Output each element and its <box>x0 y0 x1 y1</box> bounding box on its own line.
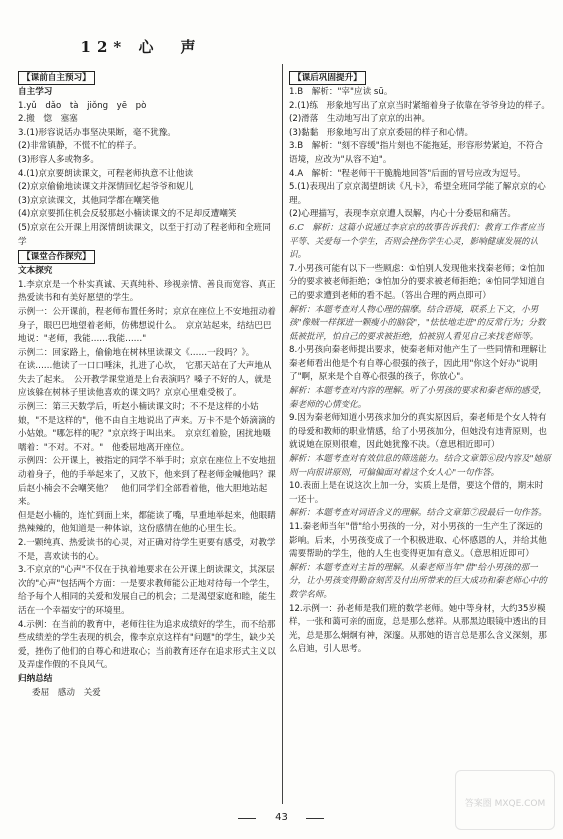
paragraph: 2.一颗纯真、热爱读书的心灵，对正确对待学生更要有感受，对教学不是，喜欢读书的心。 <box>18 538 276 562</box>
section-header-consolidation: 【课后巩固提升】 <box>289 71 366 85</box>
answer-line: 12.示例一：孙老师是我们班的数学老师。她中等身材，大约35岁模样，一张和蔼可亲的面庞，总是那么慈祥。从那黑边眼镜中透出的目光，总是那么炯炯有神，深邃。从那她的语言总是那么含义深刻，那么启迪，引人思考。 <box>289 603 547 655</box>
paragraph: 但是赵小楠的，连忙到面上来，都能读了嘴，早重地举起来，他眼睛热辣辣的，他知道是一种体谅，这份感情在他的心里生长。 <box>18 510 276 535</box>
analysis-note: 6.C 解析：这篇小说通过李京京的故事告诉我们：教育工作者应当平等、关爱每一个学生，否则会挫伤学生心灵，影响健康发展的认识。 <box>289 222 545 261</box>
paragraph: 4.示例：在当前的教育中，老师往往为追求成绩好的学生，而不给那些成绩差的学生表现的机会，像李京京这样有"问题"的学生，缺少关爱，挫伤了他们的自尊心和进取心；当前教育还存在追求形式主义以及弄虚作假的不良风气。 <box>18 619 276 671</box>
answer-line: 4.A 解析："程老师干干脆脆地回答"后面的冒号应改为逗号。 <box>289 168 526 179</box>
answer-line: (2)非常镇静，不慌不忙的样子。 <box>18 141 142 152</box>
answer-line: 8.小男孩向秦老师提出要求，使秦老师对他产生了一些同情和理解让秦老师看出他是个有自尊心很强的孩子，因此用"你这个好办"说明了"啊，原来是个自尊心很强的孩子，你放心"。 <box>289 345 547 383</box>
subheading-text-inquiry: 文本探究 <box>18 266 53 277</box>
answer-line: (2)心理描写，表现李京京遭人误解，内心十分委屈和痛苦。 <box>289 209 517 220</box>
page-title: 12* 心 声 <box>80 38 202 56</box>
answer-line: (4)京京要抓住机会反驳那赵小楠读课文的不足却反遭嘲笑 <box>18 209 237 220</box>
analysis-note: 解析：本题考查对内容的理解。听了小男孩的要求和秦老师的感受，秦老师的心情变化。 <box>289 386 547 410</box>
paragraph: 示例四：公开课上，被指定的同学不举手时；京京在座位上不安地扭动着身子，他的手举起来了，又放下，他来到了程老师金喊他吗？课后赵小楠会不会嘲笑他？ 他们同学们全部看着他，他大胆地站起来。 <box>18 456 276 508</box>
answer-line: 7.小男孩可能有以下一些顾虑：①怕别人发现他来找秦老师；②怕加分的要求被老师拒绝；③怕加分的要求被老师拒绝；④怕同学知道自己的要求遭到老师的看不起。（答出合理的两点即可） <box>289 263 546 301</box>
subheading-self-study: 自主学习 <box>18 87 53 97</box>
answer-line: 4.(1)京京要朗读课文，可程老师执意不让他读 <box>18 168 194 179</box>
summary-words: 委屈 感动 关爱 <box>32 687 101 698</box>
paragraph: 示例二：回家路上，偷偷地在树林里读课文《……一段吗？》。 <box>18 347 255 358</box>
paragraph: 示例三：第三天数学后，听赵小楠读课文时；不不是这样的小姑娘，"不是这样的"，他不由自主地说出了声来。万卡不是个娇滴滴的小姑娘。"哪怎样的呢？"京京终于叫出来。 京京红着脸，困扰地嗫嚅着："不对。不对。" 他委屈地离开座位。 <box>18 402 276 453</box>
paragraph: 在读……他读了一口口唾沫，扎进了心坎， 它那天站在了大声地从失去了起来。 公开教学课堂道是上台表演吗？嗓子不好的人，就是应该躲在树林子里读他喜欢的课文吗？京京心里难受极了。 <box>18 361 272 399</box>
answer-line: (3)京京读课文，其他同学都在嘲笑他 <box>18 195 160 206</box>
column-divider <box>282 64 283 804</box>
analysis-note: 解析：本题考查对主旨的理解。从秦老师当年"借"给小男孩的那一分，让小男孩变得勤奋刻苦及付出所带来的巨大成功和秦老师心中的数学名师。 <box>289 562 547 600</box>
answer-line: (5)京京在公开课上用深情朗读课文，以至于打动了程老师和全班同学 <box>18 222 271 247</box>
answer-line: 1.yǔ dǎo tà jiǒng yē pò <box>18 100 147 111</box>
analysis-note: 解析：本题考查对人物心理的揣摩。结合语境，联系上下文，小男孩"像贼一样探进一颗瘦小的脑袋"，"怯怯地走进"的反常行为；分数低被批评，怕自己的要求被拒绝，怕被别人看见自己来找老师等。 <box>289 304 546 342</box>
analysis-note: 解析：本题考查对有效信息的筛选能力。结合文章第⑥段内容及"她原则一向很讲原则，可偏偏面对着这个女人心"一句作答。 <box>289 454 551 478</box>
answer-line: (2)京京偷偷地读课文并深情回忆起爷爷和妮儿 <box>18 182 194 193</box>
answer-line: 5.(1)表现出了京京渴望朗读《凡卡》，希望全班同学能了解京京的心理。 <box>289 182 546 206</box>
paragraph: 1.李京京是一个朴实真诚、天真纯朴、珍视亲情、善良而宽容、真正热爱读书和有美好愿望的学生。 <box>18 279 276 304</box>
answer-line: 10.表面上是在说这次上加一分，实质上是借，要这个借的，期末时一还十。 <box>289 481 544 505</box>
page-number: 43 <box>275 812 288 823</box>
answer-line: 11.秦老师当年"借"给小男孩的一分，对小男孩的一生产生了深远的影响。后来，小男孩变成了一个积极进取、心怀感恩的人，并给其他需要帮助的学生，他的人生也变得更加有意义。（意思相近即可） <box>289 522 547 560</box>
left-column <box>18 70 276 700</box>
answer-line: 3.B 解析："刻不容缓"指片刻也不能拖延，形容形势紧迫，不符合语境，应改为"从容不迫"。 <box>289 141 544 165</box>
right-column <box>289 70 551 657</box>
answer-line: (3)黏黏 形象地写出了京京委屈的样子和心情。 <box>289 127 474 138</box>
answer-line: 2.(1)练 形象地写出了京京当时紧缩着身子依靠在爷爷身边的样子。 <box>289 100 550 111</box>
answer-line: (2)滑落 生动地写出了京京的出神。 <box>289 114 431 125</box>
answer-line: (3)形容人多或物多。 <box>18 154 99 165</box>
paragraph: 3.不京京的"心声"不仅在于执着地要求在公开课上朗读课文，其深层次的"心声"包括两个方面：一是要求教师能公正地对待每一个学生，给予每个人相同的关爱和发展自己的机会；二是渴望家庭和睦，能生活在一个幸福安宁的环境里。 <box>18 565 276 616</box>
answer-line: 1.B 解析："宰"应读 sū。 <box>289 87 393 97</box>
page-number-rule-right <box>306 818 324 819</box>
section-header-classroom: 【课堂合作探究】 <box>18 250 95 264</box>
answer-line: 2.搬 惚 塞塞 <box>18 114 78 125</box>
paragraph: 示例一：公开课前，程老师布置任务时；京京在座位上不安地扭动着身子，眼巴巴地望着老师，仿佛想说什么。 京京站起来，结结巴巴地说："老师，我能……我能……" <box>18 306 276 345</box>
analysis-note: 解析：本题考查对词语含义的理解。结合文章第⑦段最后一句作答。 <box>289 508 547 519</box>
section-header-preview: 【课前自主预习】 <box>18 71 95 85</box>
answer-line: 3.(1)形容说话办事坚决果断，毫不犹豫。 <box>18 127 176 138</box>
watermark-logo: 答案圈 MXQE.COM <box>455 770 555 830</box>
subheading-summary: 归纳总结 <box>18 673 53 684</box>
answer-line: 9.因为秦老师知道小男孩求加分的真实原因后，秦老师是个女人特有的母爱和教师的职业情感，给了小男孩加分，但她没有违背原则，也就说她在原则很难，因此她犹豫不决。（意思相近即可） <box>289 413 547 451</box>
